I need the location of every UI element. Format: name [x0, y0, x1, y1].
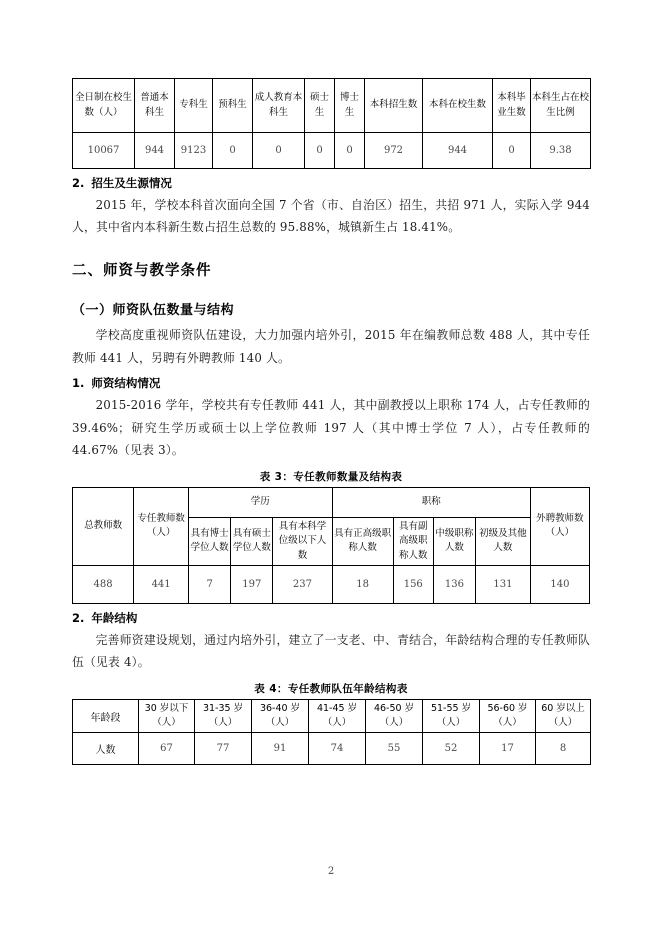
header-cell: 41-45 岁（人）: [309, 699, 366, 733]
table-row: [73, 699, 591, 733]
header-cell: 全日制在校生数（人）: [73, 79, 135, 133]
header-cell: 本科生占在校生比例: [531, 79, 591, 133]
heading-faculty-structure: [72, 375, 590, 392]
heading-text: 年龄结构: [91, 610, 138, 625]
heading-section-two-one: （一）师资队伍数量与结构: [72, 302, 235, 318]
document-content: [72, 78, 590, 765]
paragraph-faculty-structure: 2015-2016 学年，学校共有专任教师 441 人，其中副教授以上职称 174 人，占专任教师的 39.46%；研究生学历或硕士以上学位教师 197 人（其中博士学位 7 人），占专任教师的 44.67%（见表 3）。: [72, 398, 590, 458]
data-cell: 77: [195, 733, 252, 765]
header-cell: 博士生: [335, 79, 365, 133]
table-age-title: 表 4：专任教师队伍年龄结构表: [254, 682, 408, 695]
table-enrollment: [72, 78, 591, 169]
table-faculty-title: 表 3：专任教师数量及结构表: [259, 471, 403, 484]
paragraph-age-structure: 完善师资建设规划，通过内培外引，建立了一支老、中、青结合，年龄结构合理的专任教师队伍（见表 4）。: [72, 632, 590, 670]
header-cell-total-teachers: 总教师数: [73, 488, 134, 566]
data-cell: 0: [493, 133, 531, 169]
data-cell: 0: [213, 133, 253, 169]
header-cell: 30 岁以下（人）: [139, 699, 195, 733]
heading-text: 师资结构情况: [91, 376, 161, 391]
header-cell-age-range-label: 年龄段: [73, 699, 139, 733]
header-cell: 普通本科生: [135, 79, 175, 133]
data-cell: 18: [332, 565, 393, 603]
data-cell: 488: [73, 565, 134, 603]
data-cell: 131: [475, 565, 530, 603]
header-cell-master-degree: 具有硕士学位人数: [231, 518, 273, 566]
data-cell: 944: [423, 133, 493, 169]
data-cell: 0: [305, 133, 335, 169]
header-cell-full-time-teachers: 专任教师数（人）: [134, 488, 189, 566]
header-cell: 31-35 岁（人）: [195, 699, 252, 733]
data-cell: 55: [366, 733, 423, 765]
header-cell: 专科生: [175, 79, 213, 133]
header-group-title: 职称: [332, 488, 530, 518]
table-row: [73, 565, 590, 603]
data-cell: 7: [189, 565, 231, 603]
header-cell-senior-title: 具有正高级职称人数: [332, 518, 393, 566]
header-group-education: 学历: [189, 488, 332, 518]
data-cell: 17: [480, 733, 536, 765]
header-cell: 60 岁以上（人）: [536, 699, 591, 733]
heading-admission: [72, 175, 590, 192]
data-cell: 140: [530, 565, 589, 603]
header-cell: 本科招生数: [365, 79, 423, 133]
header-cell: 56-60 岁（人）: [480, 699, 536, 733]
data-cell: 237: [273, 565, 332, 603]
row-label-count: 人数: [73, 733, 139, 765]
data-cell: 156: [393, 565, 433, 603]
data-cell: 944: [135, 133, 175, 169]
data-cell: 197: [231, 565, 273, 603]
data-cell: 136: [433, 565, 475, 603]
table-row: [73, 733, 591, 765]
header-cell: 硕士生: [305, 79, 335, 133]
data-cell: 9123: [175, 133, 213, 169]
table-row: [73, 133, 591, 169]
header-cell: 36-40 岁（人）: [252, 699, 309, 733]
header-cell-junior-other: 初级及其他人数: [475, 518, 530, 566]
table-faculty: [72, 487, 590, 604]
heading-age-structure: [72, 610, 590, 627]
data-cell: 0: [335, 133, 365, 169]
data-cell: 441: [134, 565, 189, 603]
data-cell: 10067: [73, 133, 135, 169]
data-cell: 9.38: [531, 133, 591, 169]
heading-text: 招生及生源情况: [91, 176, 172, 190]
heading-number: 2.: [72, 176, 85, 190]
table-age: [72, 699, 591, 766]
heading-number: 2.: [72, 610, 85, 625]
header-cell: 本科在校生数: [423, 79, 493, 133]
header-cell-associate-senior-title: 具有副高级职称人数: [393, 518, 433, 566]
data-cell: 74: [309, 733, 366, 765]
header-cell-doctor-degree: 具有博士学位人数: [189, 518, 231, 566]
header-cell: 46-50 岁（人）: [366, 699, 423, 733]
header-cell: 成人教育本科生: [253, 79, 305, 133]
data-cell: 0: [253, 133, 305, 169]
data-cell: 91: [252, 733, 309, 765]
paragraph-admission: 2015 年，学校本科首次面向全国 7 个省（市、自治区）招生，共招 971 人，实际入学 944 人，其中省内本科新生数占招生总数的 95.88%，城镇新生占 18.41%。: [72, 197, 590, 235]
data-cell: 8: [536, 733, 591, 765]
data-cell: 52: [423, 733, 480, 765]
paragraph-faculty-overview: 学校高度重视师资队伍建设，大力加强内培外引，2015 年在编教师总数 488 人，其中专任教师 441 人，另聘有外聘教师 140 人。: [72, 328, 590, 365]
table-row: [73, 488, 590, 518]
page-number: 2: [327, 866, 335, 877]
header-cell-external-teachers: 外聘教师数（人）: [530, 488, 589, 566]
heading-number: 1.: [72, 376, 85, 391]
header-cell: 预科生: [213, 79, 253, 133]
header-cell-intermediate-title: 中级职称人数: [433, 518, 475, 566]
header-cell: 51-55 岁（人）: [423, 699, 480, 733]
header-cell-bachelor-below: 具有本科学位级以下人数: [273, 518, 332, 566]
heading-section-two: 二、师资与教学条件: [72, 262, 212, 279]
table-row: [73, 79, 591, 133]
data-cell: 972: [365, 133, 423, 169]
data-cell: 67: [139, 733, 195, 765]
header-cell: 本科毕业生数: [493, 79, 531, 133]
